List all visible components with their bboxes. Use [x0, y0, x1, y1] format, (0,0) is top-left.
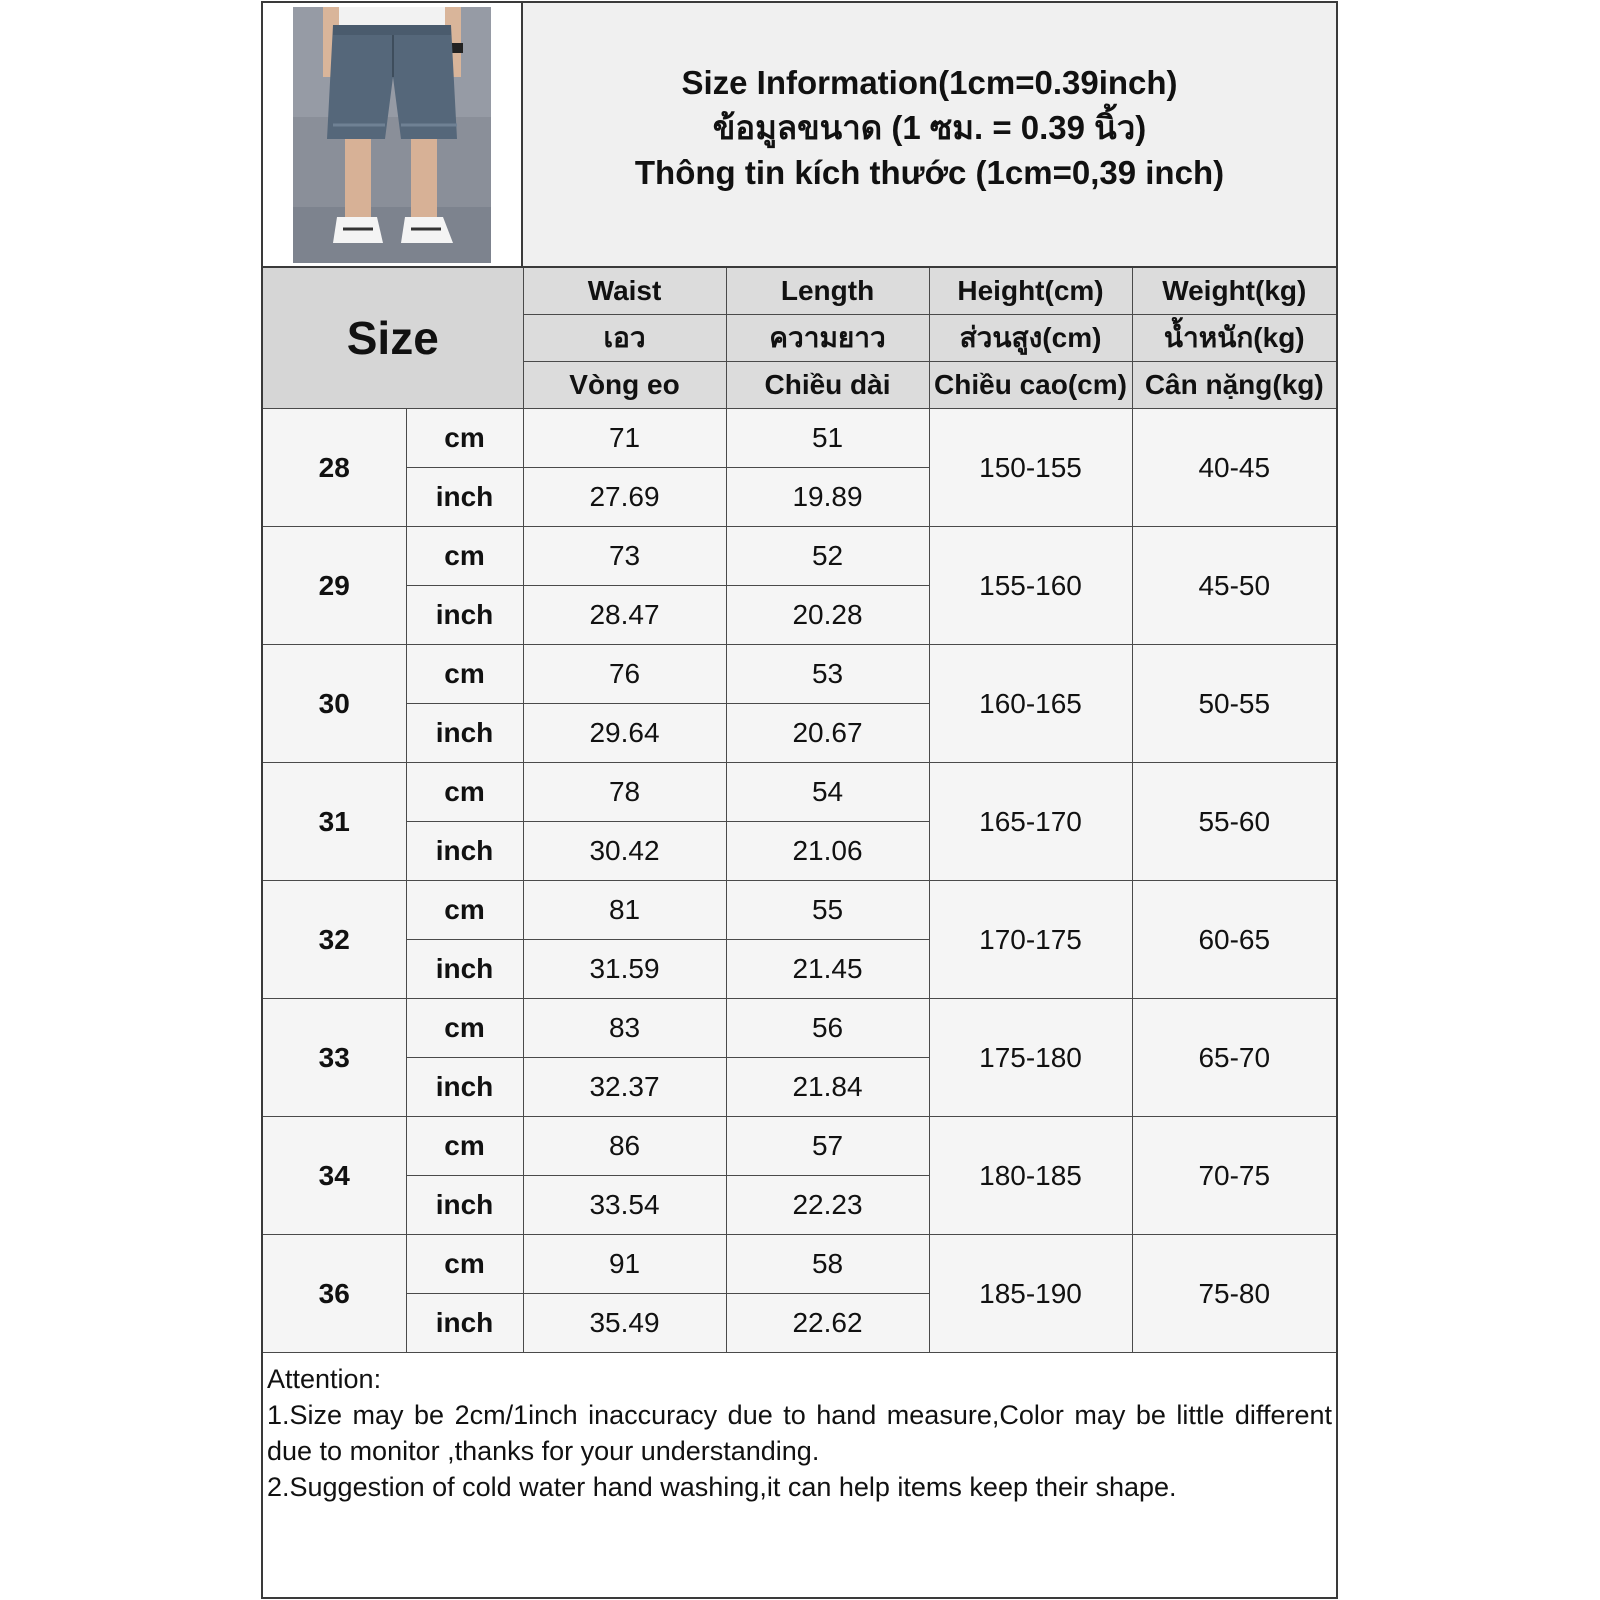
height-range: 175-180: [929, 999, 1132, 1117]
size-value: 32: [263, 881, 406, 999]
waist-inch: 35.49: [523, 1294, 726, 1353]
title-thai: ข้อมูลขนาด (1 ซม. = 0.39 นิ้ว): [712, 109, 1147, 146]
length-cm: 58: [726, 1235, 929, 1294]
length-inch: 20.67: [726, 704, 929, 763]
weight-range: 75-80: [1132, 1235, 1336, 1353]
waist-cm: 81: [523, 881, 726, 940]
unit-label: inch: [406, 468, 523, 527]
waist-cm: 73: [523, 527, 726, 586]
size-value: 34: [263, 1117, 406, 1235]
note-line-1: 1.Size may be 2cm/1inch inaccuracy due to hand measure,Color may be little different due to monitor ,thanks for your understanding.: [267, 1400, 1332, 1466]
header-weight-en: Weight(kg): [1132, 268, 1336, 315]
header-height-th: ส่วนสูง(cm): [929, 315, 1132, 362]
unit-label: cm: [406, 763, 523, 822]
waist-inch: 28.47: [523, 586, 726, 645]
size-value: 28: [263, 409, 406, 527]
unit-label: inch: [406, 1294, 523, 1353]
header-weight-vi: Cân nặng(kg): [1132, 362, 1336, 409]
photo-cell: [263, 3, 523, 268]
unit-label: cm: [406, 1117, 523, 1176]
length-cm: 53: [726, 645, 929, 704]
table-row: [263, 409, 1336, 468]
height-range: 155-160: [929, 527, 1132, 645]
header-waist-en: Waist: [523, 268, 726, 315]
header-length-vi: Chiều dài: [726, 362, 929, 409]
table-row: [263, 1235, 1336, 1294]
unit-label: cm: [406, 409, 523, 468]
unit-label: inch: [406, 586, 523, 645]
weight-range: 50-55: [1132, 645, 1336, 763]
unit-label: cm: [406, 881, 523, 940]
length-cm: 52: [726, 527, 929, 586]
length-inch: 21.84: [726, 1058, 929, 1117]
length-cm: 56: [726, 999, 929, 1058]
table-row: [263, 527, 1336, 586]
waist-inch: 31.59: [523, 940, 726, 999]
length-inch: 20.28: [726, 586, 929, 645]
title-cell: [523, 3, 1336, 268]
waist-inch: 27.69: [523, 468, 726, 527]
length-inch: 21.06: [726, 822, 929, 881]
title-vietnamese: Thông tin kích thước (1cm=0,39 inch): [634, 154, 1225, 191]
height-range: 180-185: [929, 1117, 1132, 1235]
weight-range: 55-60: [1132, 763, 1336, 881]
unit-label: inch: [406, 1176, 523, 1235]
table-row: [263, 999, 1336, 1058]
attention-notes: [267, 1361, 1332, 1505]
table-row: [263, 763, 1336, 822]
size-value: 31: [263, 763, 406, 881]
size-value: 30: [263, 645, 406, 763]
waist-cm: 83: [523, 999, 726, 1058]
unit-label: inch: [406, 822, 523, 881]
length-cm: 51: [726, 409, 929, 468]
header-waist-vi: Vòng eo: [523, 362, 726, 409]
size-value: 29: [263, 527, 406, 645]
weight-range: 40-45: [1132, 409, 1336, 527]
unit-label: cm: [406, 999, 523, 1058]
waist-inch: 29.64: [523, 704, 726, 763]
unit-label: cm: [406, 1235, 523, 1294]
header-length-en: Length: [726, 268, 929, 315]
length-cm: 54: [726, 763, 929, 822]
notes-heading: Attention:: [267, 1364, 382, 1394]
unit-label: inch: [406, 940, 523, 999]
header-height-en: Height(cm): [929, 268, 1132, 315]
length-cm: 57: [726, 1117, 929, 1176]
height-range: 150-155: [929, 409, 1132, 527]
height-range: 165-170: [929, 763, 1132, 881]
height-range: 170-175: [929, 881, 1132, 999]
waist-cm: 91: [523, 1235, 726, 1294]
unit-label: inch: [406, 704, 523, 763]
unit-label: cm: [406, 527, 523, 586]
length-cm: 55: [726, 881, 929, 940]
height-range: 185-190: [929, 1235, 1132, 1353]
size-chart-sheet: [261, 1, 1338, 1599]
size-value: 36: [263, 1235, 406, 1353]
weight-range: 70-75: [1132, 1117, 1336, 1235]
table-row: [263, 881, 1336, 940]
length-inch: 22.62: [726, 1294, 929, 1353]
unit-label: cm: [406, 645, 523, 704]
header-length-th: ความยาว: [726, 315, 929, 362]
table-row: [263, 1117, 1336, 1176]
header-row-english: [263, 268, 1336, 315]
unit-label: inch: [406, 1058, 523, 1117]
header-weight-th: น้ำหนัก(kg): [1132, 315, 1336, 362]
waist-cm: 71: [523, 409, 726, 468]
product-photo: [293, 7, 491, 263]
weight-range: 45-50: [1132, 527, 1336, 645]
length-inch: 21.45: [726, 940, 929, 999]
waist-inch: 33.54: [523, 1176, 726, 1235]
size-value: 33: [263, 999, 406, 1117]
note-line-2: 2.Suggestion of cold water hand washing,it can help items keep their shape.: [267, 1472, 1177, 1502]
waist-cm: 76: [523, 645, 726, 704]
waist-cm: 86: [523, 1117, 726, 1176]
length-inch: 19.89: [726, 468, 929, 527]
waist-inch: 32.37: [523, 1058, 726, 1117]
weight-range: 60-65: [1132, 881, 1336, 999]
header-waist-th: เอว: [523, 315, 726, 362]
waist-cm: 78: [523, 763, 726, 822]
size-header: Size: [263, 268, 523, 409]
height-range: 160-165: [929, 645, 1132, 763]
weight-range: 65-70: [1132, 999, 1336, 1117]
length-inch: 22.23: [726, 1176, 929, 1235]
waist-inch: 30.42: [523, 822, 726, 881]
header-height-vi: Chiều cao(cm): [929, 362, 1132, 409]
title-english: Size Information(1cm=0.39inch): [681, 64, 1178, 101]
size-table: [263, 268, 1336, 1353]
table-row: [263, 645, 1336, 704]
